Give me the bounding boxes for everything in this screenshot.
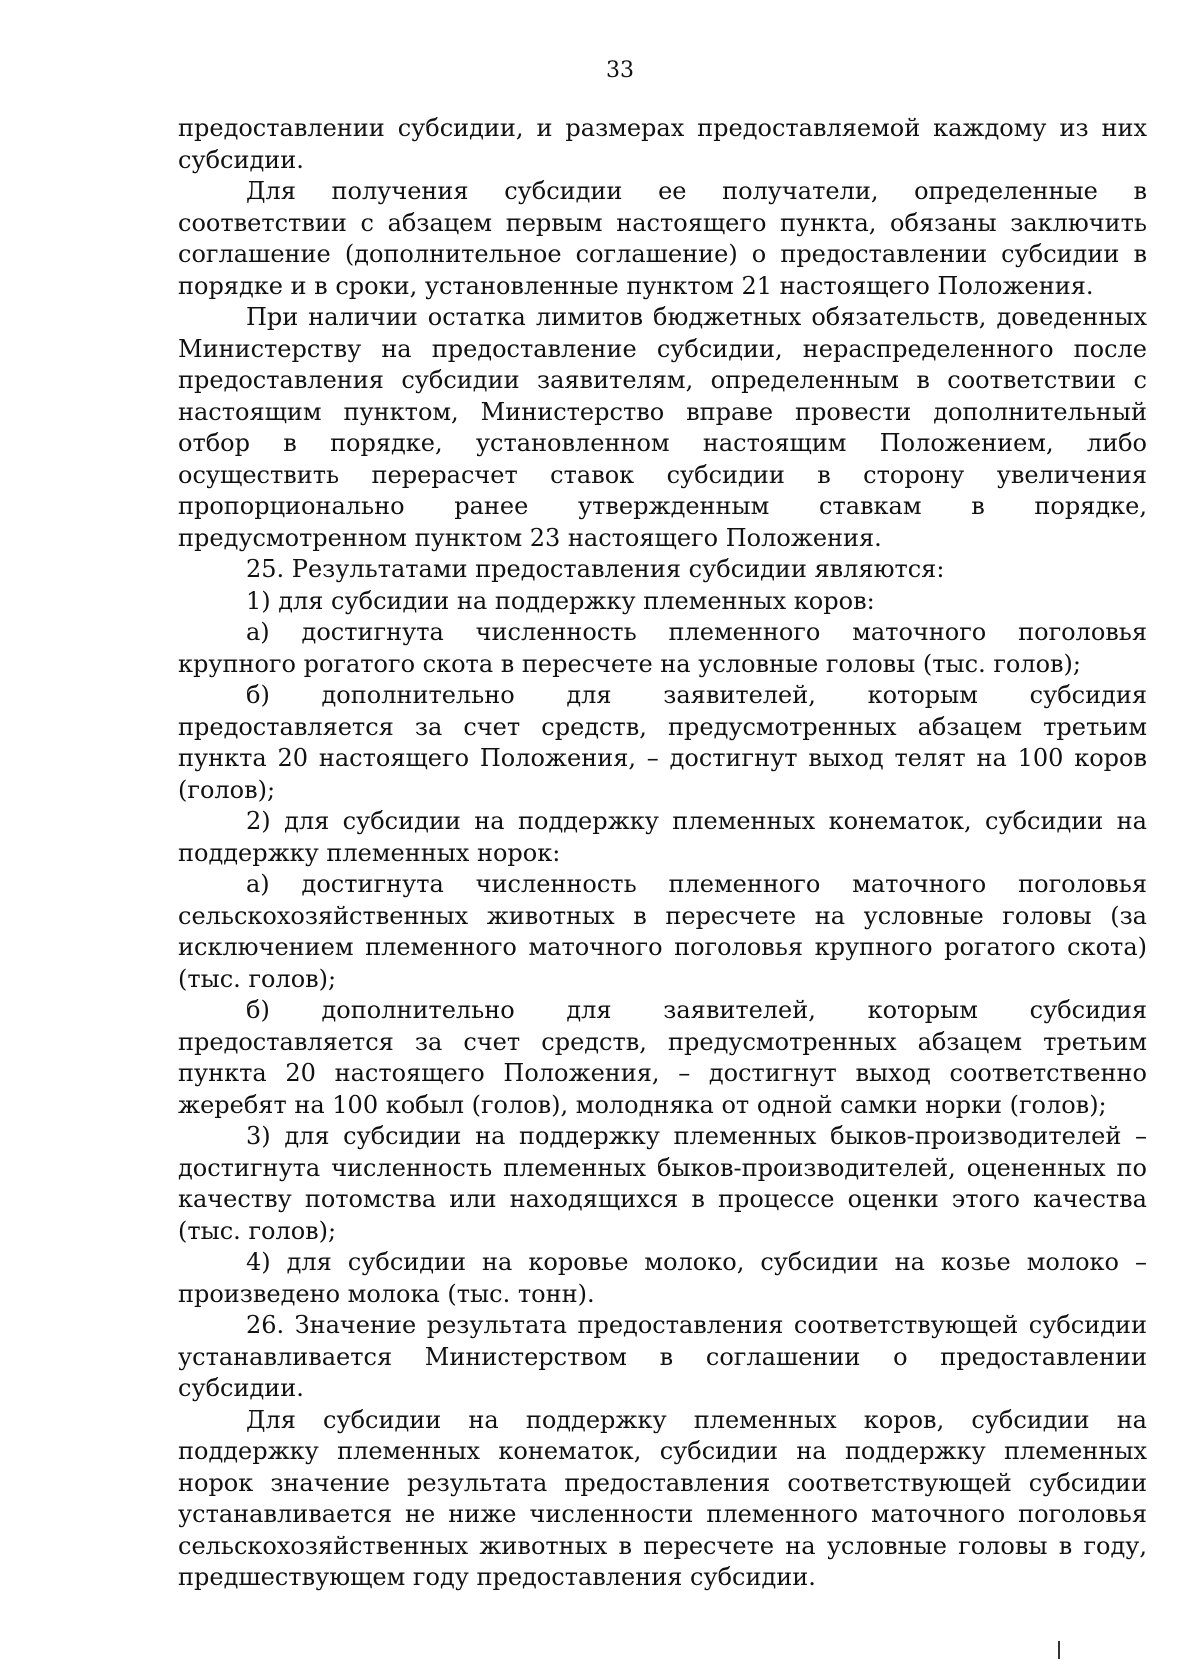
page-number: 33 [606,58,634,83]
scan-artifact-mark [1058,1641,1060,1659]
paragraph-subitem-4: 4) для субсидии на коровье молоко, субсидии на козье молоко – произведено молока (тыс. тонн). [178,1248,1147,1308]
document-body [178,113,1147,1594]
paragraph-continuation: предоставлении субсидии, и размерах предоставляемой каждому из них субсидии. [178,114,1147,174]
paragraph-subitem-3: 3) для субсидии на поддержку племенных быков-производителей – достигнута численность племенных быков-производителей, оцененных по качеству потомства или находящихся в процессе оценки этого качества (тыс. голов); [178,1122,1147,1245]
paragraph-subitem-1b: б) дополнительно для заявителей, которым субсидия предоставляется за счет средств, предусмотренных абзацем третьим пункта 20 настоящего Положения, – достигнут выход телят на 100 коров (голов); [178,681,1147,804]
paragraph-subitem-2: 2) для субсидии на поддержку племенных конематок, субсидии на поддержку племенных норок: [178,807,1147,867]
paragraph-item-25-heading: 25. Результатами предоставления субсидии являются: [246,555,945,583]
paragraph-result-value: Для субсидии на поддержку племенных коров, субсидии на поддержку племенных конематок, субсидии на поддержку племенных норок значение результата предоставления соответствующей субсидии устанавливается не ниже численности племенного маточного поголовья сельскохозяйственных животных в пересчете на условные головы в году, предшествующем году предоставления субсидии. [178,1405,1147,1591]
paragraph-agreement-requirement: Для получения субсидии ее получатели, определенные в соответствии с абзацем первым настоящего пункта, обязаны заключить соглашение (дополнительное соглашение) о предоставлении субсидии в порядке и в сроки, установленные пунктом 21 настоящего Положения. [178,177,1147,300]
paragraph-subitem-2b: б) дополнительно для заявителей, которым субсидия предоставляется за счет средств, предусмотренных абзацем третьим пункта 20 настоящего Положения, – достигнут выход соответственно жеребят на 100 кобыл (голов), молодняка от одной самки норки (голов); [178,996,1147,1119]
paragraph-item-26: 26. Значение результата предоставления соответствующей субсидии устанавливается Министерством в соглашении о предоставлении субсидии. [178,1311,1147,1402]
paragraph-remaining-limits: При наличии остатка лимитов бюджетных обязательств, доведенных Министерству на предоставление субсидии, нераспределенного после предоставления субсидии заявителям, определенным в соответствии с настоящим пунктом, Министерство вправе провести дополнительный отбор в порядке, установленном настоящим Положением, либо осуществить перерасчет ставок субсидии в сторону увеличения пропорционально ранее утвержденным ставкам в порядке, предусмотренном пунктом 23 настоящего Положения. [178,303,1147,552]
paragraph-subitem-2a: а) достигнута численность племенного маточного поголовья сельскохозяйственных животных в пересчете на условные головы (за исключением племенного маточного поголовья крупного рогатого скота) (тыс. голов); [178,870,1147,993]
paragraph-subitem-1: 1) для субсидии на поддержку племенных коров: [246,586,875,615]
paragraph-subitem-1a: а) достигнута численность племенного маточного поголовья крупного рогатого скота в пересчете на условные головы (тыс. голов); [178,618,1147,678]
